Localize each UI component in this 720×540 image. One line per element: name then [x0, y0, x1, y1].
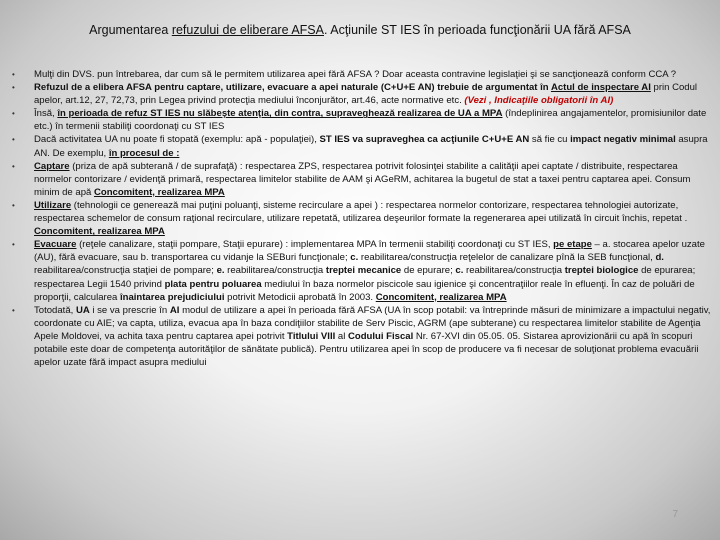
list-item [12, 199, 712, 238]
item-text: Actul de inspectare AI [550, 82, 651, 94]
list-item [12, 81, 712, 107]
item-text: înaintarea prejudiciului [119, 291, 225, 303]
bullet-icon: • [12, 70, 15, 79]
item-text: Refuzul de a elibera AFSA pentru captare, utilizare, evacuare a apei naturale [34, 82, 381, 94]
item-text: Titlului VIII [287, 330, 336, 342]
item-text: plata pentru poluarea [164, 278, 262, 290]
item-text: reabilitarea/construcţia reţelelor de canalizare pînă la SEB funcţional, [358, 252, 656, 264]
list-item [12, 133, 712, 159]
item-text: Mulţi din DVS. pun întrebarea, dar cum să le permitem utilizarea apei fără AFSA ? Doar aceasta contravine legislaţiei şi se sancţionează conform CCA ? [34, 69, 677, 80]
bullet-icon: • [12, 135, 15, 145]
item-text: reabilitarea/construcţia [224, 265, 326, 277]
item-text: potrivit Metodicii aprobată în 2003. [224, 291, 376, 303]
title-part-3: . Acţiunile ST IES în perioada funcţionării UA fără AFSA [323, 23, 631, 37]
item-text: (C+U+E AN) [380, 82, 435, 94]
page-number: 7 [672, 509, 678, 520]
item-text: prin Codul apelor, art.12, 27, 72,73, prin Legea privind protecţia mediului înconjurător, art.46, acte normative etc. [34, 82, 698, 107]
item-text: Concomitent, realizarea MPA [375, 291, 507, 303]
item-text: reabilitarea/construcţia staţiei de pompare; [34, 265, 217, 277]
list-item [12, 304, 712, 369]
item-text: treptei mecanice [325, 265, 402, 277]
item-text: – a. stocarea apelor uzate (AU), fără evacuare, sau b. transportarea cu vidanje la SEBuri funcţionale; [34, 239, 705, 264]
item-text: e. [216, 265, 225, 277]
item-text: asupra AN. De exemplu, [34, 134, 708, 159]
bullet-list [12, 68, 712, 369]
item-text: Însă, [34, 108, 58, 120]
item-text: (reţele canalizare, staţii pompare, Staţii epurare) : implementarea MPA în termenii stabiliţi coordonaţi cu ST IES, [76, 239, 554, 251]
slide-title [0, 22, 720, 38]
bullet-icon: • [12, 83, 15, 93]
item-text: să fie cu [529, 134, 571, 146]
item-text: Evacuare [34, 239, 77, 251]
list-item [12, 68, 712, 81]
item-text: al [335, 330, 348, 342]
list-item [12, 107, 712, 133]
item-text: în procesul de : [108, 147, 180, 159]
list-item [12, 160, 712, 199]
item-text: treptei biologice [564, 265, 639, 277]
bullet-icon: • [12, 240, 15, 250]
item-text: modul de utilizare a apei în perioada fără AFSA (UA în scop potabil: va întreprinde măsuri de minimizare a impactului negativ, coordonate cu AIE; va capta, utiliza, evacua apa în baza condiţiilor stabilite de Serv Piscic, AGRM (ape subterane) cu respectarea limitelor stabilite de Agenţia Apele Moldovei, va achita taxa pentru captarea apei potrivit [34, 304, 711, 342]
item-text: (priza de apă subterană / de suprafaţă) : respectarea ZPS, respectarea potrivit folosinţei stabilite a calităţii apei captate / distribuite, respectarea normelor contorizare / evidenţă primară, respectarea limitelor stabilite de AAM şi AGeRM, achitarea la bugetul de stat a taxei pentru captarea apei. Consum minim de apă [34, 160, 691, 198]
item-text: (Vezi , Indicaţiile obligatorii în AI) [464, 95, 614, 107]
item-text: impact negativ minimal [570, 134, 676, 146]
item-text: mediului în baza normelor piscicole sau igienice şi concentraţiilor reale în efluenţi. În caz de poluări de proporţii, calcularea [34, 278, 695, 303]
item-text: reabilitarea/construcţia [463, 265, 565, 277]
item-text: trebuie de argumentat în [434, 82, 551, 94]
item-text: Dacă activitatea UA nu poate fi stopată (exemplu: apă - populaţiei), [34, 134, 320, 146]
item-text: de epurare; [401, 265, 456, 277]
item-text: Concomitent, realizarea MPA [34, 226, 165, 238]
item-text: ST IES va supraveghea ca acţiunile C+U+E AN [319, 134, 530, 146]
item-text: în perioada de refuz ST IES nu slăbeşte atenţia, din contra, supraveghează realizarea de UA a MPA [57, 108, 503, 120]
item-text: UA [75, 304, 90, 316]
bullet-icon: • [12, 161, 15, 171]
item-text: d. [655, 252, 664, 264]
bullet-icon: • [12, 305, 15, 315]
item-text: de epurarea; respectarea Legii 1540 privind [34, 265, 696, 290]
item-text: i se va prescrie în [89, 304, 170, 316]
item-text: Codului Fiscal [348, 330, 414, 342]
bullet-icon: • [12, 109, 15, 119]
title-part-2: refuzului de eliberare AFSA [171, 23, 324, 37]
item-text: Captare [34, 160, 70, 172]
item-text: c. [455, 265, 464, 277]
title-part-1: Argumentarea [89, 23, 172, 37]
item-text: Utilizare [34, 199, 72, 211]
list-item [12, 238, 712, 303]
item-text: (îndeplinirea angajamentelor, promisiunilor date etc.) în termenii stabiliţi coordonaţi cu ST IES [34, 108, 707, 133]
item-text: Nr. 67-XVI din 05.05. 05. Sistarea aprovizionării cu apă în scopuri potabile este doar de competenţa autorităţilor de sănătate publică). Pentru utilizarea apei în scop de producere va fi necesar de soluţionat problema evacuării apelor uzate fără impact asupra mediului [34, 330, 699, 369]
bullet-icon: • [12, 200, 15, 210]
item-text: Concomitent, realizarea MPA [93, 186, 225, 198]
item-text: AI [169, 304, 180, 316]
item-text: Totodată, [34, 304, 76, 316]
item-text: c. [350, 252, 359, 264]
item-text: pe etape [553, 239, 592, 251]
item-text: (tehnologii ce generează mai puţini poluanţi, sisteme recirculare a apei ) : respectarea normelor contorizare, respectarea tehnologiei autorizate, respectarea schemelor de consum raţional recirculare, utilizare repetată, utilizarea deşeurilor formate la regenerarea apei utilizată în circuit închis, repetat . [34, 199, 688, 225]
